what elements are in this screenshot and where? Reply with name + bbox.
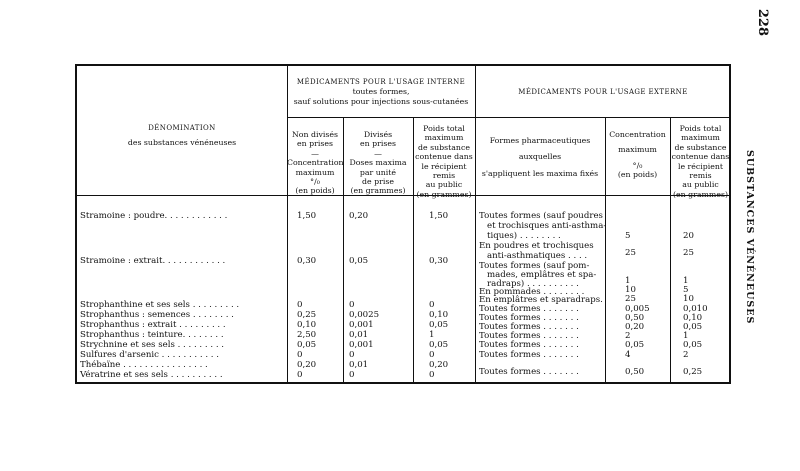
table-cell: (en poids) xyxy=(617,170,658,180)
table-cell: Toutes formes . . . . . . . xyxy=(479,322,579,332)
table-cell: Toutes formes . . . . . . . xyxy=(479,350,579,360)
table-cell: Poids total xyxy=(679,124,722,133)
table-cell: contenue dans xyxy=(415,152,473,162)
running-head: SUBSTANCES VÉNÉNEUSES xyxy=(744,150,755,325)
table-cell: 2 xyxy=(625,331,631,341)
table-cell: 2,50 xyxy=(297,330,317,340)
table-cell: 0 xyxy=(429,370,435,380)
table-cell: 0,50 xyxy=(625,313,645,323)
table-cell: anti-asthmatiques . . . . xyxy=(487,251,588,261)
table-cell: 1 xyxy=(683,276,689,286)
table-cell: Toutes formes . . . . . . . xyxy=(479,331,579,341)
table-cell: et trochisques anti-asthma- xyxy=(487,221,607,231)
table-cell: 0,05 xyxy=(625,340,645,350)
table-cell: 0 xyxy=(349,300,355,310)
table-cell: Toutes formes . . . . . . . xyxy=(479,304,579,314)
table-cell: Concentration xyxy=(287,158,344,168)
table-cell: En emplâtres et sparadraps. xyxy=(479,295,603,305)
table-cell: auxquelles xyxy=(518,152,562,162)
table-cell: Toutes formes . . . . . . . xyxy=(479,367,579,377)
table-cell: 2 xyxy=(683,350,689,360)
table-cell: Stramoine : poudre. . . . . . . . . . . . xyxy=(80,211,228,221)
table-cell: 1 xyxy=(625,276,631,286)
table-cell: °/₀ xyxy=(310,177,320,187)
col6-header xyxy=(670,124,731,199)
table-cell: DÉNOMINATION xyxy=(148,124,216,132)
table-cell: 0 xyxy=(349,370,355,380)
table-cell: le récipient xyxy=(677,161,724,171)
table-cell: 0,10 xyxy=(683,313,703,323)
table-cell: tiques) . . . . . . . . xyxy=(487,231,561,241)
table-cell: 4 xyxy=(625,350,631,360)
table-cell: 1 xyxy=(683,331,689,341)
table-cell: 0,25 xyxy=(683,367,703,377)
table-cell: 0,50 xyxy=(625,367,645,377)
table-cell: 0,20 xyxy=(625,322,645,332)
table-cell: 1 xyxy=(429,330,435,340)
table-cell: des substances vénéneuses xyxy=(127,138,237,148)
table-cell: 0 xyxy=(349,350,355,360)
table-cell: Toutes formes (sauf poudres xyxy=(479,211,603,221)
table-cell: — xyxy=(311,148,319,158)
table-cell: 0,10 xyxy=(429,310,449,320)
table-cell: en prises xyxy=(360,139,396,149)
col-rule xyxy=(287,66,288,384)
table-cell: 0,001 xyxy=(349,320,374,330)
substances-table xyxy=(75,64,731,384)
table-cell: au public xyxy=(682,180,719,190)
table-cell: remis xyxy=(689,171,712,181)
table-cell: de substance xyxy=(418,142,470,152)
table-cell: 10 xyxy=(625,285,636,295)
table-cell: Formes pharmaceutiques xyxy=(489,136,591,145)
table-cell: 0,05 xyxy=(683,322,703,332)
table-cell: Non divisés xyxy=(291,130,339,139)
table-cell: de substance xyxy=(674,142,727,152)
col2-header xyxy=(343,130,413,196)
table-cell: Toutes formes . . . . . . . xyxy=(479,313,579,323)
table-cell: 25 xyxy=(625,248,636,258)
table-cell: Toutes formes (sauf pom- xyxy=(479,261,590,271)
table-cell: 0 xyxy=(297,300,303,310)
table-cell: 0,10 xyxy=(297,320,317,330)
table-cell: 25 xyxy=(683,248,694,258)
table-cell: En pommades . . . . . . . . xyxy=(479,287,585,297)
table-cell: Divisés xyxy=(363,130,393,139)
table-cell: Stramoine : extrait. . . . . . . . . . . . xyxy=(80,256,226,266)
table-cell: 0,30 xyxy=(297,256,317,266)
table-cell: mades, emplâtres et spa- xyxy=(487,270,597,280)
table-cell: 0,0025 xyxy=(349,310,380,320)
external-use-header: MÉDICAMENTS POUR L'USAGE EXTERNE xyxy=(518,88,688,96)
table-cell: Concentration xyxy=(609,130,666,139)
table-cell: le récipient xyxy=(421,161,467,171)
table-cell: sauf solutions pour injections sous-cutanées xyxy=(293,96,469,106)
table-cell: 0,25 xyxy=(297,310,317,320)
table-cell: Strophanthus : extrait . . . . . . . . . xyxy=(80,320,226,330)
table-cell: 0,001 xyxy=(349,340,374,350)
table-cell: (en poids) xyxy=(295,186,335,196)
table-cell: 0,010 xyxy=(683,304,708,314)
table-cell: Toutes formes . . . . . . . xyxy=(479,340,579,350)
table-cell: 25 xyxy=(625,294,636,304)
col-rule xyxy=(475,66,476,384)
table-cell: 10 xyxy=(683,294,694,304)
table-cell: 0 xyxy=(297,370,303,380)
table-cell: — xyxy=(374,148,382,158)
table-cell: en prises xyxy=(297,139,333,149)
col5-header xyxy=(605,130,670,180)
table-cell: 0,005 xyxy=(625,304,650,314)
page-number: 228 xyxy=(755,8,770,36)
table-cell: 0,05 xyxy=(297,340,317,350)
table-cell: 5 xyxy=(683,285,689,295)
table-cell: Doses maxima xyxy=(349,158,407,168)
table-cell: maximum xyxy=(295,167,335,177)
table-cell: Strophanthus : teinture. . . . . . . . xyxy=(80,330,224,340)
table-cell: 0,01 xyxy=(349,330,369,340)
table-cell: Vératrine et ses sels . . . . . . . . . . xyxy=(80,370,223,380)
table-cell: (en grammes) xyxy=(673,189,728,199)
table-cell: contenue dans xyxy=(671,152,730,162)
table-cell: 0 xyxy=(429,350,435,360)
table-cell: Strophanthus : semences . . . . . . . . xyxy=(80,310,234,320)
table-cell: 0 xyxy=(297,350,303,360)
table-cell: 0,20 xyxy=(297,360,317,370)
header-rule xyxy=(287,117,731,118)
table-cell: Poids total xyxy=(423,124,465,133)
table-cell: 0,01 xyxy=(349,360,369,370)
table-cell: s'appliquent les maxima fixés xyxy=(481,168,599,178)
col3-header xyxy=(413,124,475,199)
table-cell: (en grammes) xyxy=(350,186,406,196)
table-cell: Strophanthine et ses sels . . . . . . . . . xyxy=(80,300,240,310)
table-cell: 0,05 xyxy=(429,340,449,350)
table-cell: 0,05 xyxy=(349,256,369,266)
table-cell: par unité xyxy=(359,167,397,177)
table-cell: 1,50 xyxy=(297,211,317,221)
table-cell: 0,05 xyxy=(683,340,703,350)
table-cell: Strychnine et ses sels . . . . . . . . . xyxy=(80,340,225,350)
table-cell: 20 xyxy=(683,231,694,241)
table-cell: maximum xyxy=(681,133,720,143)
table-cell: (en grammes) xyxy=(416,189,472,199)
table-cell: 0,05 xyxy=(429,320,449,330)
table-cell: 5 xyxy=(625,231,631,241)
col4-header xyxy=(475,136,605,178)
col1-header xyxy=(287,130,343,196)
table-cell: maximum xyxy=(618,145,657,155)
table-cell: au public xyxy=(425,180,463,190)
table-cell: toutes formes, xyxy=(352,87,410,97)
table-cell: 0,20 xyxy=(349,211,369,221)
table-cell: de prise xyxy=(362,177,394,187)
table-cell: 0 xyxy=(429,300,435,310)
table-cell: MÉDICAMENTS POUR L'USAGE INTERNE xyxy=(296,78,466,86)
table-cell: 1,50 xyxy=(429,211,449,221)
internal-use-header xyxy=(287,78,475,106)
table-cell: En poudres et trochisques xyxy=(479,241,594,251)
table-cell: 0,20 xyxy=(429,360,449,370)
table-cell: 0,30 xyxy=(429,256,449,266)
table-cell: Thébaïne . . . . . . . . . . . . . . . . xyxy=(80,360,208,370)
table-cell: radraps) . . . . . . . . . . xyxy=(487,279,579,289)
table-cell: maximum xyxy=(424,133,464,143)
table-cell: remis xyxy=(432,171,456,181)
denomination-header xyxy=(77,124,287,148)
table-cell: °/₀ xyxy=(632,160,643,170)
table-cell: Sulfures d'arsenic . . . . . . . . . . . xyxy=(80,350,220,360)
